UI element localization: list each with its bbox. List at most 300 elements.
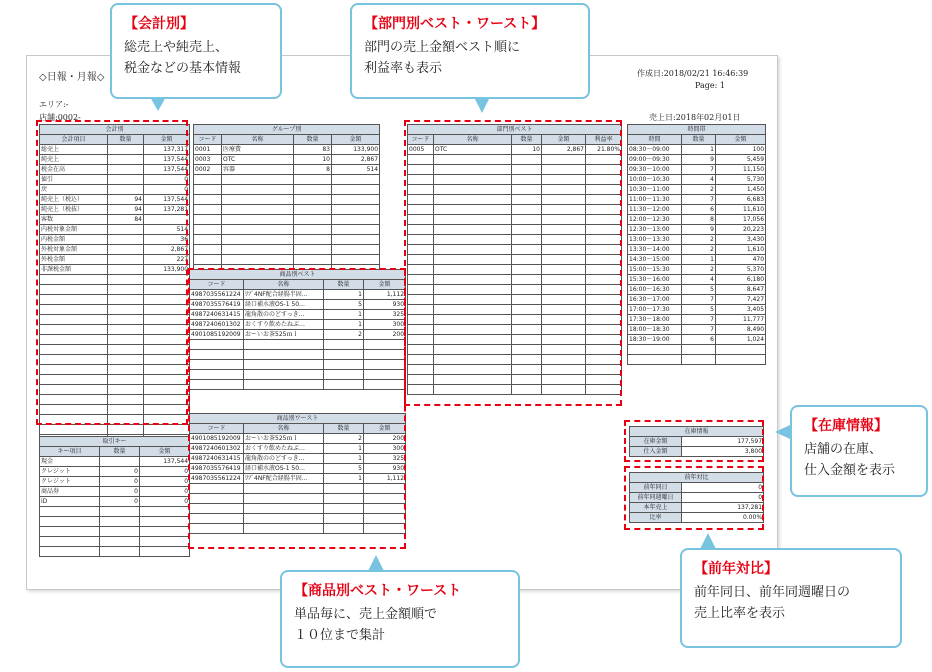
callout-pointer	[700, 533, 716, 549]
table-cell: 内税金額	[40, 235, 108, 245]
table-cell	[40, 527, 100, 537]
table-cell: 2,867	[144, 245, 190, 255]
table-cell	[716, 345, 766, 355]
empty-row	[628, 345, 766, 355]
table-row	[628, 265, 766, 275]
table-cell: 外税対象金額	[40, 245, 108, 255]
table-cell	[294, 195, 332, 205]
table-cell	[100, 537, 140, 547]
callout-dept	[350, 3, 590, 99]
table-cell: 5,370	[716, 265, 766, 275]
table-cell: 4987240631415	[190, 310, 244, 320]
table-cell: 0	[682, 493, 764, 503]
table-cell	[222, 195, 294, 205]
table-cell: 84	[108, 215, 144, 225]
table-cell: 13:00～13:30	[628, 235, 682, 245]
report-title: ◇日報・月報◇	[39, 72, 105, 83]
table-cell: 4987035561224	[190, 474, 244, 484]
table-row	[194, 165, 380, 175]
table-cell	[194, 255, 222, 265]
table-cell	[100, 517, 140, 527]
col-header: 会計項目	[40, 135, 108, 145]
table-row	[628, 275, 766, 285]
table-cell: 227	[144, 255, 190, 265]
table-cell: 1	[682, 255, 716, 265]
table-cell: 11,777	[716, 315, 766, 325]
table-cell	[140, 507, 190, 517]
table-cell: 2,867	[542, 145, 586, 155]
table-cell: 10	[294, 155, 332, 165]
table-cell: 137,544	[144, 165, 190, 175]
table-row	[628, 325, 766, 335]
table-cell: 4987240631415	[190, 454, 244, 464]
table-cell: 0	[100, 487, 140, 497]
table-cell: 比率	[630, 513, 682, 523]
col-header: 数量	[324, 424, 364, 434]
table-row	[628, 245, 766, 255]
table-cell	[144, 425, 190, 435]
table-cell: 177,597	[682, 437, 764, 447]
table-cell: 09:00～09:30	[628, 155, 682, 165]
empty-row	[194, 205, 380, 215]
table-cell: 1	[324, 474, 364, 484]
table-cell: 514	[144, 225, 190, 235]
table-cell	[100, 507, 140, 517]
col-header: コード	[190, 280, 244, 290]
table-cell: 2	[682, 245, 716, 255]
table-cell: 4987035576419	[190, 464, 244, 474]
table-cell: 客数	[40, 215, 108, 225]
col-header: 名称	[222, 135, 294, 145]
empty-row	[40, 517, 190, 527]
empty-row	[194, 235, 380, 245]
table-cell: 133,900	[332, 145, 380, 155]
table-cell	[628, 345, 682, 355]
table-cell: 前年同日	[630, 483, 682, 493]
table-cell: 18:30～19:00	[628, 335, 682, 345]
table-cell	[40, 537, 100, 547]
table-cell	[222, 215, 294, 225]
table-cell	[332, 255, 380, 265]
table-cell	[682, 345, 716, 355]
table-caption: 商品別ワースト	[190, 414, 406, 424]
empty-row	[194, 245, 380, 255]
table-cell: 戻	[40, 185, 108, 195]
table-cell: 137,317	[144, 145, 190, 155]
table-cell: 15:00～15:30	[628, 265, 682, 275]
table-cell	[222, 205, 294, 215]
table-cell: 外税金額	[40, 255, 108, 265]
table-cell: 8,647	[716, 285, 766, 295]
col-header: 利益率	[586, 135, 622, 145]
table-cell	[332, 245, 380, 255]
table-cell: 10	[512, 145, 542, 155]
table-cell	[294, 175, 332, 185]
table-caption: 時間帯	[628, 125, 766, 135]
callout-line: 総売上や純売上、	[124, 40, 229, 55]
table-cell: 7	[682, 295, 716, 305]
callout-title: 【会計別】	[124, 16, 194, 32]
table-cell	[100, 527, 140, 537]
table-cell: 200	[364, 330, 406, 340]
table-cell: 930	[364, 300, 406, 310]
table-cell: ﾘﾌﾞ4NF配合経腸半固…	[244, 474, 324, 484]
table-cell: 11,610	[716, 205, 766, 215]
table-cell: おくすり飲めたねぶ…	[244, 320, 324, 330]
table-cell: 0	[100, 467, 140, 477]
table-cell: 9	[682, 225, 716, 235]
sales-date: 売上日:2018年02月01日	[649, 113, 741, 122]
table-cell: 18:00～18:30	[628, 325, 682, 335]
col-header: 金額	[364, 280, 406, 290]
callout-line: 前年同日、前年同週曜日の	[694, 585, 851, 600]
table-row	[40, 497, 190, 507]
table-cell	[294, 245, 332, 255]
table-cell: 在庫金額	[630, 437, 682, 447]
table-row	[628, 235, 766, 245]
table-cell	[332, 175, 380, 185]
table-cell: 経口補水液OS-1 50…	[244, 300, 324, 310]
callout-pointer	[368, 555, 384, 571]
table-cell: 3,430	[716, 235, 766, 245]
table-cell	[294, 225, 332, 235]
table-cell: 1	[324, 444, 364, 454]
table-cell: 経口補水液OS-1 50…	[244, 464, 324, 474]
table-cell: 7	[682, 195, 716, 205]
callout-product	[280, 570, 520, 668]
table-cell: 0	[682, 483, 764, 493]
table-cell: 1	[324, 320, 364, 330]
table-cell	[194, 225, 222, 235]
table-cell: 1,112	[364, 290, 406, 300]
product-highlight	[188, 268, 406, 549]
col-header: 数量	[512, 135, 542, 145]
col-header: 名称	[244, 424, 324, 434]
table-cell	[140, 517, 190, 527]
table-cell: 0003	[194, 155, 222, 165]
table-cell: おーいお茶525ｍｌ	[244, 434, 324, 444]
table-row	[628, 185, 766, 195]
table-row	[628, 305, 766, 315]
table-cell: 325	[364, 454, 406, 464]
table-cell: ﾘﾌﾞ4NF配合経腸半固…	[244, 290, 324, 300]
created-datetime: 作成日:2018/02/21 16:46:39	[637, 69, 749, 78]
table-cell	[140, 537, 190, 547]
table-cell	[140, 527, 190, 537]
table-cell: 総売上	[40, 145, 108, 155]
table-cell: 10:00～10:30	[628, 175, 682, 185]
table-cell: 7	[682, 325, 716, 335]
callout-inventory	[790, 405, 928, 497]
inventory-highlight	[624, 420, 764, 462]
table-cell: 21.80%	[586, 145, 622, 155]
table-cell: 0	[140, 477, 190, 487]
table-cell: 0	[100, 497, 140, 507]
table-caption: 取引キー	[40, 437, 190, 447]
table-cell: 0.00%	[682, 513, 764, 523]
table-cell: 100	[716, 145, 766, 155]
callout-line: 税金などの基本情報	[124, 61, 242, 76]
table-cell: 値引	[40, 175, 108, 185]
col-header: 金額	[140, 447, 190, 457]
table-cell: 商品券	[40, 487, 100, 497]
table-cell: 0	[100, 477, 140, 487]
table-cell: 137,281	[144, 205, 190, 215]
store-label: 店舗:0002-	[39, 113, 81, 122]
table-cell: 16:30～17:00	[628, 295, 682, 305]
table-caption: 商品別ベスト	[190, 270, 406, 280]
empty-row	[40, 537, 190, 547]
table-cell: 6	[682, 335, 716, 345]
table-cell: 4987240601302	[190, 444, 244, 454]
callout-line: 利益率も表示	[364, 61, 443, 76]
dept-highlight	[404, 120, 622, 406]
table-cell: 09:30～10:00	[628, 165, 682, 175]
table-caption: 会計別	[40, 125, 190, 135]
table-cell: 137,544	[140, 457, 190, 467]
table-caption: 部門別ベスト	[408, 125, 622, 135]
table-cell	[40, 425, 108, 435]
table-row	[628, 195, 766, 205]
empty-row	[40, 507, 190, 517]
table-cell: 純売上（税込）	[40, 195, 108, 205]
col-header: 時間	[628, 135, 682, 145]
col-header: 数量	[100, 447, 140, 457]
table-row	[40, 457, 190, 467]
table-caption: グループ別	[194, 125, 380, 135]
table-cell	[682, 355, 716, 365]
callout-title: 【商品別ベスト・ワースト	[294, 583, 462, 599]
table-cell	[332, 225, 380, 235]
table-cell: 12:30～13:00	[628, 225, 682, 235]
table-cell: 20,223	[716, 225, 766, 235]
callout-line: 単品毎に、売上金額順で	[294, 607, 438, 622]
callout-pointer	[150, 97, 166, 111]
table-cell: 4987035576419	[190, 300, 244, 310]
table-row	[628, 295, 766, 305]
col-header: 金額	[144, 135, 190, 145]
table-cell: 200	[364, 434, 406, 444]
table-cell: 5	[324, 300, 364, 310]
table-cell: 7	[682, 315, 716, 325]
table-cell: 930	[364, 464, 406, 474]
table-cell: 5	[682, 285, 716, 295]
callout-pointer	[775, 425, 790, 439]
table-cell: 現金	[40, 457, 100, 467]
table-cell: OTC	[434, 145, 512, 155]
col-header: 金額	[716, 135, 766, 145]
table-row	[40, 487, 190, 497]
callout-title: 【前年対比】	[694, 561, 778, 577]
callout-prev-year	[680, 548, 902, 648]
table-cell: 0	[144, 185, 190, 195]
table-cell: 2	[682, 185, 716, 195]
table-cell: 08:30～09:00	[628, 145, 682, 155]
table-cell	[222, 185, 294, 195]
table-cell: 1	[324, 290, 364, 300]
table-cell	[332, 235, 380, 245]
table-row	[628, 315, 766, 325]
table-row	[194, 155, 380, 165]
table-cell	[194, 185, 222, 195]
table-cell	[222, 235, 294, 245]
empty-row	[194, 255, 380, 265]
table-cell: 137,281	[682, 503, 764, 513]
table-cell	[332, 195, 380, 205]
col-header: コード	[190, 424, 244, 434]
callout-pointer	[474, 97, 490, 113]
table-cell: 4	[682, 275, 716, 285]
empty-row	[194, 195, 380, 205]
callout-line: 売上比率を表示	[694, 606, 786, 621]
table-cell: おくすり飲めたねぶ…	[244, 444, 324, 454]
callout-line: 仕入金額を表示	[804, 463, 896, 478]
empty-row	[40, 527, 190, 537]
table-cell: 1	[324, 310, 364, 320]
table-cell: 470	[716, 255, 766, 265]
empty-row	[194, 225, 380, 235]
table-cell: 仕入金額	[630, 447, 682, 457]
table-cell	[294, 185, 332, 195]
table-cell: 8	[294, 165, 332, 175]
table-cell: 税金在高	[40, 165, 108, 175]
table-cell: 5	[324, 464, 364, 474]
table-cell: 94	[108, 205, 144, 215]
table-cell: 0	[140, 497, 190, 507]
table-cell: 1,024	[716, 335, 766, 345]
table-cell: クレジット	[40, 467, 100, 477]
table-cell: 137,544	[144, 195, 190, 205]
table-cell	[194, 215, 222, 225]
table-cell: 非課税金額	[40, 265, 108, 275]
table-cell: 1,112	[364, 474, 406, 484]
table-cell: 137,544	[144, 155, 190, 165]
table-cell: 5,730	[716, 175, 766, 185]
table-cell	[332, 205, 380, 215]
table-cell	[222, 255, 294, 265]
table-cell: 容器	[222, 165, 294, 175]
table-cell: 11,150	[716, 165, 766, 175]
table-cell: 7,427	[716, 295, 766, 305]
col-header: 金額	[364, 424, 406, 434]
table-cell: 14:30～15:00	[628, 255, 682, 265]
col-header: コード	[194, 135, 222, 145]
table-cell: iD	[40, 497, 100, 507]
table-cell: 4901085192009	[190, 434, 244, 444]
table-row	[628, 155, 766, 165]
table-cell: 8,490	[716, 325, 766, 335]
table-cell	[194, 195, 222, 205]
table-cell: 8	[682, 215, 716, 225]
table-row	[628, 335, 766, 345]
accounting-highlight	[36, 120, 188, 425]
table-cell: 6,180	[716, 275, 766, 285]
prev-year-highlight	[624, 466, 764, 530]
table-caption: 前年対比	[630, 473, 764, 483]
callout-title: 【在庫情報】	[804, 418, 888, 434]
table-cell	[294, 235, 332, 245]
table-cell: 325	[364, 310, 406, 320]
table-cell: 0	[140, 487, 190, 497]
callout-title: 【部門別ベスト・ワースト】	[364, 16, 546, 32]
table-cell	[222, 225, 294, 235]
table-cell: 6	[682, 205, 716, 215]
col-header: キー項目	[40, 447, 100, 457]
empty-row	[628, 355, 766, 365]
table-cell	[194, 245, 222, 255]
empty-row	[40, 425, 190, 435]
table-cell: 11:30～12:00	[628, 205, 682, 215]
table-row	[628, 145, 766, 155]
table-row	[628, 175, 766, 185]
table-cell	[294, 255, 332, 265]
table-cell: 94	[108, 195, 144, 205]
table-cell: 17:00～17:30	[628, 305, 682, 315]
table-cell: 3,405	[716, 305, 766, 315]
callout-line: 店舗の在庫、	[804, 442, 883, 457]
col-header: 数量	[108, 135, 144, 145]
table-cell: 4	[682, 175, 716, 185]
callout-line: １０位まで集計	[294, 628, 386, 643]
table-cell	[140, 547, 190, 557]
table-cell: 514	[332, 165, 380, 175]
table-row	[628, 165, 766, 175]
col-header: 金額	[332, 135, 380, 145]
col-header: 金額	[542, 135, 586, 145]
empty-row	[194, 185, 380, 195]
table-cell: 5,459	[716, 155, 766, 165]
table-cell	[194, 205, 222, 215]
table-cell: おーいお茶525ｍｌ	[244, 330, 324, 340]
table-cell: 0001	[194, 145, 222, 155]
table-cell: 本年売上	[630, 503, 682, 513]
table-cell: 4901085192009	[190, 330, 244, 340]
table-row	[628, 215, 766, 225]
table-cell: 12:00～12:30	[628, 215, 682, 225]
empty-row	[194, 215, 380, 225]
table-row	[628, 225, 766, 235]
table-cell: 1	[682, 145, 716, 155]
table-cell: 16:00～16:30	[628, 285, 682, 295]
table-cell	[40, 507, 100, 517]
table-cell: 内税対象金額	[40, 225, 108, 235]
empty-row	[194, 175, 380, 185]
table-cell	[194, 235, 222, 245]
table-cell: 3,800	[682, 447, 764, 457]
table-cell: 6,683	[716, 195, 766, 205]
table-cell	[222, 245, 294, 255]
table-cell	[332, 185, 380, 195]
table-row	[194, 145, 380, 155]
group-table	[193, 124, 380, 275]
table-cell	[628, 355, 682, 365]
table-cell: 300	[364, 444, 406, 454]
table-cell	[40, 517, 100, 527]
table-cell: 133,900	[144, 265, 190, 275]
table-cell: 1,450	[716, 185, 766, 195]
table-row	[628, 255, 766, 265]
empty-row	[40, 547, 190, 557]
table-cell: 4987240601302	[190, 320, 244, 330]
table-cell: 純売上（税抜）	[40, 205, 108, 215]
table-cell	[222, 175, 294, 185]
timeband-table	[627, 124, 766, 365]
table-row	[40, 467, 190, 477]
table-cell	[194, 175, 222, 185]
table-cell: 11:00～11:30	[628, 195, 682, 205]
table-cell	[108, 425, 144, 435]
table-cell: 7	[682, 165, 716, 175]
